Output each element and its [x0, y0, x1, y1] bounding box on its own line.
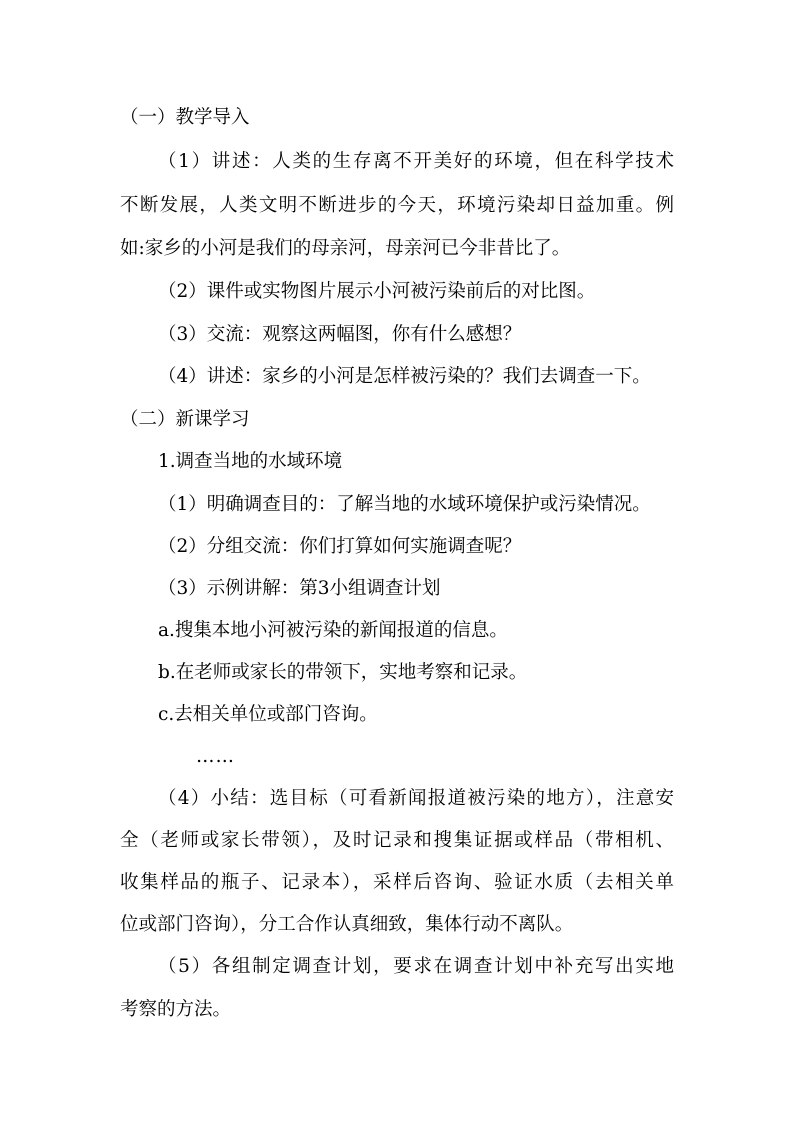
ellipsis: …… — [196, 746, 235, 767]
paragraph-line: （5）各组制定调查计划，要求在调查计划中补充写出实地 — [158, 956, 674, 977]
paragraph-line: （2）课件或实物图片展示小河被污染前后的对比图。 — [158, 281, 596, 302]
paragraph-line: 全（老师或家长带领），及时记录和搜集证据或样品（带相机、 — [120, 830, 674, 851]
list-item: a.搜集本地小河被污染的新闻报道的信息。 — [158, 620, 508, 641]
paragraph-line: （1）明确调查目的：了解当地的水域环境保护或污染情况。 — [158, 494, 651, 515]
paragraph-line: （4）小结：选目标（可看新闻报道被污染的地方），注意安 — [158, 788, 674, 809]
paragraph-line: 考察的方法。 — [120, 999, 232, 1020]
paragraph-line: （4）讲述：家乡的小河是怎样被污染的？我们去调查一下。 — [158, 366, 651, 387]
paragraph-line: 收集样品的瓶子、记录本），采样后咨询、验证水质（去相关单 — [120, 872, 674, 893]
paragraph-line: （3）示例讲解：第3小组调查计划 — [158, 578, 441, 599]
section-heading-teaching-intro: （一）教学导入 — [120, 107, 250, 128]
paragraph-line: （1）讲述：人类的生存离不开美好的环境，但在科学技术 — [158, 151, 674, 172]
list-item: b.在老师或家长的带领下，实地考察和记录。 — [158, 662, 528, 683]
paragraph-line: 不断发展，人类文明不断进步的今天，环境污染却日益加重。例 — [120, 195, 674, 216]
paragraph-line: 位或部门咨询），分工合作认真细致，集体行动不离队。 — [120, 914, 574, 935]
paragraph-line: （2）分组交流：你们打算如何实施调查呢？ — [158, 536, 522, 557]
paragraph-line: （3）交流：观察这两幅图，你有什么感想？ — [158, 324, 522, 345]
list-item: c.去相关单位或部门咨询。 — [158, 704, 378, 725]
section-heading-new-lesson: （二）新课学习 — [120, 409, 250, 430]
subheading: 1.调查当地的水域环境 — [158, 451, 343, 472]
paragraph-line: 如:家乡的小河是我们的母亲河，母亲河已今非昔比了。 — [120, 238, 571, 259]
